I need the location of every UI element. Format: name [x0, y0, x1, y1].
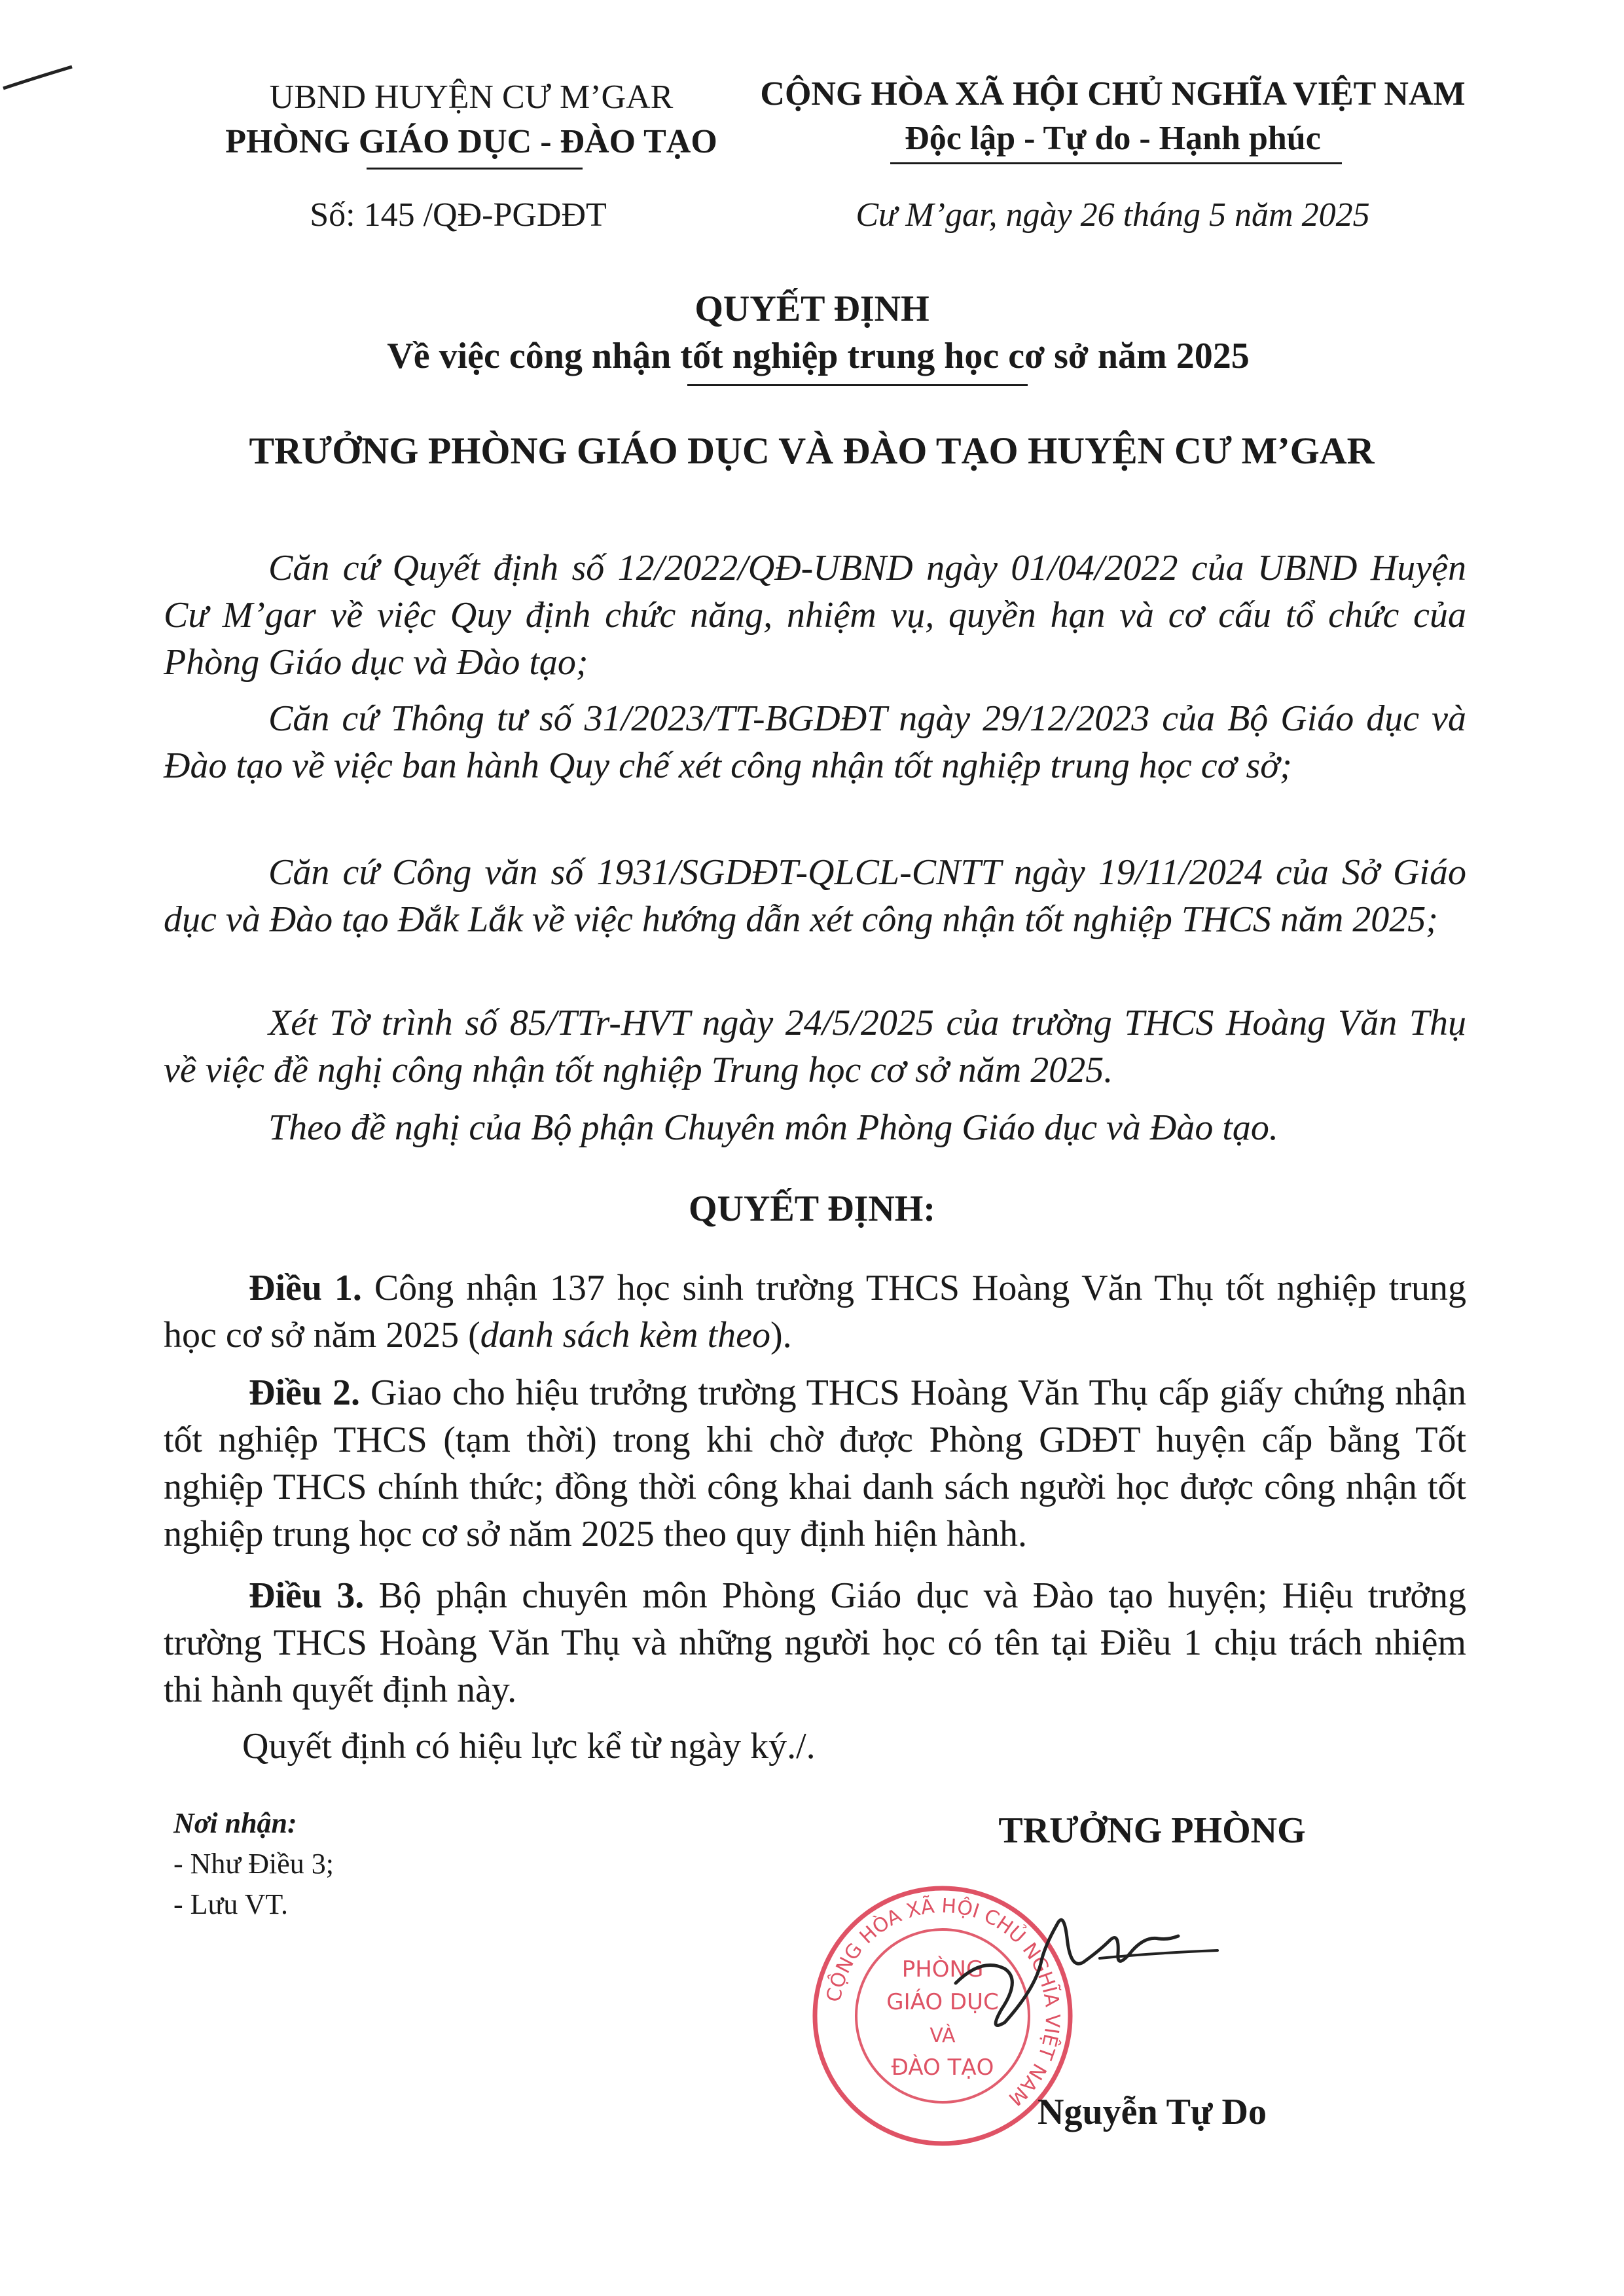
- stamp-line: GIÁO DỤC: [886, 1989, 999, 2015]
- handwritten-signature: [943, 1885, 1231, 2055]
- issuer-block: [190, 75, 753, 164]
- issuer-parent: UBND HUYỆN CƯ M’GAR: [269, 79, 674, 116]
- article-3-text: Bộ phận chuyên môn Phòng Giáo dục và Đào tạo huyện; Hiệu trưởng trường THCS Hoàng Văn Thụ và những người học có tên tại Điều 1 chịu trách nhiệm thi hành quyết định này.: [164, 1575, 1467, 1710]
- stamp-ring-text: CỘNG HÒA XÃ HỘI CHỦ NGHĨA VIỆT NAM: [822, 1894, 1064, 2110]
- article-3: [164, 1572, 1466, 1713]
- preamble-2-text: Căn cứ Thông tư số 31/2023/TT-BGDĐT ngày 29/12/2023 của Bộ Giáo dục và Đào tạo về việc ban hành Quy chế xét công nhận tốt nghiệp trung học cơ sở;: [164, 698, 1466, 786]
- place-date: Cư M’gar, ngày 26 tháng 5 năm 2025: [856, 196, 1370, 234]
- article-1-attachment: danh sách kèm theo: [480, 1315, 771, 1355]
- preamble-5: [164, 1104, 1466, 1151]
- article-2: [164, 1369, 1466, 1558]
- article-1: [164, 1265, 1466, 1359]
- effect-clause: [164, 1723, 1466, 1770]
- authority-title: TRƯỞNG PHÒNG GIÁO DỤC VÀ ĐÀO TẠO HUYỆN CƯ M’GAR: [249, 429, 1375, 472]
- doc-number: Số: 145 /QĐ-PGDĐT: [310, 196, 607, 234]
- preamble-4: [164, 999, 1466, 1094]
- motto: Độc lập - Tự do - Hạnh phúc: [905, 120, 1321, 157]
- article-2-label: Điều 2.: [249, 1372, 361, 1413]
- preamble-5-text: Theo đề nghị của Bộ phận Chuyên môn Phòng Giáo dục và Đào tạo.: [268, 1107, 1278, 1148]
- article-1-end: ).: [770, 1315, 792, 1355]
- pen-mark: [0, 59, 79, 98]
- stamp-line: PHÒNG: [901, 1956, 984, 1982]
- issuer-name: PHÒNG GIÁO DỤC - ĐÀO TẠO: [225, 123, 717, 160]
- stamp-line: ĐÀO TẠO: [891, 2054, 994, 2081]
- preamble-1-text: Căn cứ Quyết định số 12/2022/QĐ-UBND ngày 01/04/2022 của UBND Huyện Cư M’gar về việc Quy định chức năng, nhiệm vụ, quyền hạn và cơ cấu tổ chức của Phòng Giáo dục và Đào tạo;: [164, 548, 1466, 683]
- subject-underline: [687, 384, 1028, 386]
- article-2-text: Giao cho hiệu trưởng trường THCS Hoàng Văn Thụ cấp giấy chứng nhận tốt nghiệp THCS (tạm thời) trong khi chờ được Phòng GDĐT huyện cấp bằng Tốt nghiệp THCS chính thức; đồng thời công khai danh sách người học được công nhận tốt nghiệp trung học cơ sở năm 2025 theo quy định hiện hành.: [164, 1372, 1466, 1554]
- preamble-3: [164, 849, 1466, 943]
- nation-title: CỘNG HÒA XÃ HỘI CHỦ NGHĨA VIỆT NAM: [760, 75, 1466, 113]
- preamble-4-text: Xét Tờ trình số 85/TTr-HVT ngày 24/5/2025 của trường THCS Hoàng Văn Thụ về việc đề nghị công nhận tốt nghiệp Trung học cơ sở năm 2025.: [164, 1003, 1466, 1090]
- article-3-label: Điều 3.: [249, 1575, 365, 1616]
- motto-underline: [890, 162, 1342, 164]
- article-1-label: Điều 1.: [249, 1268, 362, 1308]
- article-1-text: Công nhận 137 học sinh trường THCS Hoàng Văn Thụ tốt nghiệp trung học cơ sở năm 2025 (: [164, 1268, 1467, 1355]
- decision-heading: QUYẾT ĐỊNH:: [688, 1189, 935, 1229]
- doc-title: QUYẾT ĐỊNH: [695, 289, 929, 329]
- recipients-block: [173, 1803, 632, 1925]
- effect-text: Quyết định có hiệu lực kể từ ngày ký./.: [242, 1726, 816, 1767]
- signer-title: TRƯỞNG PHÒNG: [998, 1810, 1306, 1851]
- national-motto-block: [727, 72, 1499, 161]
- recipients-label: Nơi nhận:: [173, 1807, 297, 1839]
- issuer-underline: [367, 168, 583, 170]
- doc-subject: Về việc công nhận tốt nghiệp trung học cơ sở năm 2025: [387, 336, 1250, 376]
- recipient-item: - Lưu VT.: [173, 1888, 288, 1920]
- preamble-2: [164, 695, 1466, 789]
- recipient-item: - Như Điều 3;: [173, 1848, 334, 1880]
- preamble-3-text: Căn cứ Công văn số 1931/SGDĐT-QLCL-CNTT ngày 19/11/2024 của Sở Giáo dục và Đào tạo Đắk Lắk về việc hướng dẫn xét công nhận tốt nghiệp THCS năm 2025;: [164, 852, 1466, 940]
- preamble-1: [164, 545, 1466, 686]
- stamp-line: VÀ: [929, 2024, 956, 2047]
- signer-name: Nguyễn Tự Do: [1038, 2092, 1267, 2132]
